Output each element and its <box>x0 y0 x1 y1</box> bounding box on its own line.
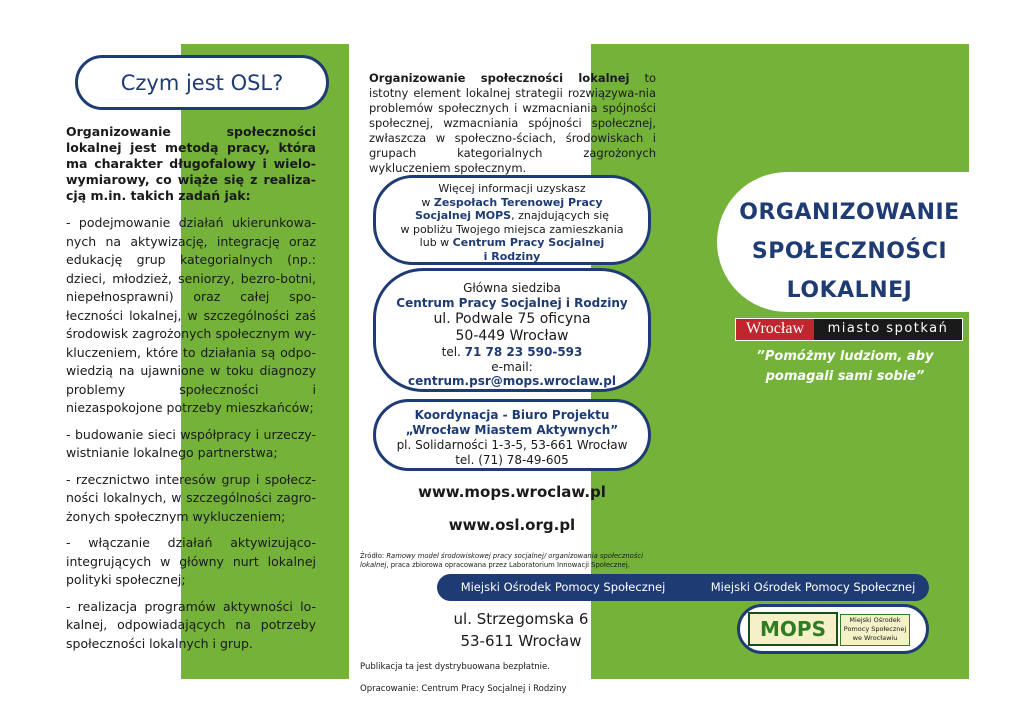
source-rest: , praca zbiorowa opracowana przez Laboratorium Innowacji Społecznej. <box>386 561 630 569</box>
url-osl-link[interactable]: www.osl.org.pl <box>448 516 576 534</box>
list-item: - realizacja programów aktywności lo-kalnej, odpowiadających na potrzeby społeczności lokalnych i grup. <box>66 598 316 651</box>
address-city: 53-611 Wrocław <box>460 632 582 650</box>
mops-caption-line: Pomocy Społecznej <box>843 625 907 633</box>
credits-note: Opracowanie: Centrum Pracy Socjalnej i Rodziny <box>360 684 567 694</box>
coord-phone: tel. (71) 78-49-605 <box>455 453 569 467</box>
wroclaw-logo-city: Wrocław <box>736 319 814 340</box>
motto-line: pomagali sami sobie” <box>765 369 925 384</box>
info-line <box>376 209 648 223</box>
hq-email-label: e-mail: <box>491 360 533 374</box>
mops-logo <box>748 612 838 646</box>
motto <box>720 347 970 387</box>
address-street: ul. Strzegomska 6 <box>453 610 589 628</box>
info-line: i Rodziny <box>483 249 541 263</box>
hq-phone <box>376 345 648 360</box>
wroclaw-logo <box>735 318 963 341</box>
coord-title: Koordynacja - Biuro Projektu <box>414 408 610 422</box>
info-text: , znajdujących się <box>511 209 610 222</box>
hq-label: Główna siedziba <box>463 281 561 295</box>
middle-intro <box>369 71 656 176</box>
title-line: SPOŁECZNOŚCI <box>751 239 948 264</box>
left-title: Czym jest OSL? <box>120 71 284 95</box>
mops-logo-text: MOPS <box>760 617 826 641</box>
motto-line: ”Pomóżmy ludziom, aby <box>756 349 934 364</box>
wroclaw-logo-slogan: miasto spotkań <box>814 319 962 340</box>
coordination-box <box>373 399 651 471</box>
hq-phone-number: 71 78 23 590-593 <box>464 345 583 359</box>
hq-email-link[interactable]: centrum.psr@mops.wroclaw.pl <box>408 374 616 388</box>
mops-logo-caption <box>840 614 910 646</box>
info-text: w <box>421 195 434 209</box>
source-title: Ramowy model środowiskowej pracy socjalnej/ organizowania społeczności lokalnej <box>360 552 643 569</box>
headquarters-box <box>373 268 651 392</box>
info-line <box>376 196 648 210</box>
coord-address: pl. Solidarności 1-3-5, 53-661 Wrocław <box>396 438 628 452</box>
brochure-title <box>717 193 982 310</box>
hq-name: Centrum Pracy Socjalnej i Rodziny <box>396 296 628 310</box>
info-highlight: Socjalnej MOPS <box>414 209 512 222</box>
left-intro-text: Organizowanie społeczności lokalnej jest metodą pracy, która ma charakter długofalowy i wielo-wymiarowy, co wiąże się z realiza-cją m.in. takich zadań jak: <box>66 124 316 203</box>
info-box <box>373 175 651 265</box>
title-pill <box>75 55 329 110</box>
coord-project: „Wrocław Miastem Aktywnych” <box>405 423 619 437</box>
info-highlight: Zespołach Terenowej Pracy <box>433 195 603 209</box>
middle-intro-rest: to istotny element lokalnej strategii rozwiązywa-nia problemów społecznych i wzmacniania spójności społecznej, wzmacniania spójności społecznej, zwłaszcza w społeczno-ściach, środowiskach i grupach kategorialnych zagrożonych wykluczeniem społecznym. <box>369 71 656 175</box>
info-line: Więcej informacji uzyskasz <box>438 182 586 195</box>
info-highlight: Centrum Pracy Socjalnej <box>452 236 605 249</box>
source-note <box>360 552 660 570</box>
mops-caption-line: Miejski Ośrodek <box>849 616 901 624</box>
mops-caption-line: we Wrocławiu <box>852 634 898 642</box>
bar-label-middle: Miejski Ośrodek Pomocy Społecznej <box>460 580 666 594</box>
left-intro <box>66 124 316 204</box>
title-line: LOKALNEJ <box>786 278 913 303</box>
free-distribution-note: Publikacja ta jest dystrybuowana bezpłatnie. <box>360 662 550 672</box>
hq-street: ul. Podwale 75 oficyna <box>433 311 591 327</box>
info-line: w pobliżu Twojego miejsca zamieszkania <box>400 222 624 236</box>
hq-city: 50-449 Wrocław <box>455 328 569 344</box>
list-item: - podejmowanie działań ukierunkowa-nych na aktywizację, integrację oraz edukację grup kategorialnych (np.: dzieci, młodzież, seniorzy, bezro-botni, niepełnosprawni) oraz całej spo-łeczności lokalnej, w szczególności zaś środowisk zagrożonych społecznym wy-kluczeniem, które to działania są odpo-wiedzią na ujawnione w toku diagnozy problemy społeczności i niezaspokojone potrzeby mieszkańców; <box>66 215 316 415</box>
source-label: Źródło: <box>360 552 387 560</box>
middle-intro-bold: Organizowanie społeczności lokalnej <box>369 71 630 85</box>
info-text: lub w <box>419 236 453 249</box>
info-line <box>376 236 648 250</box>
title-line: ORGANIZOWANIE <box>739 200 960 225</box>
bar-label-right: Miejski Ośrodek Pomocy Społecznej <box>710 580 916 594</box>
list-item: - budowanie sieci współpracy i urzeczy-wistnianie lokalnego partnerstwa; <box>66 426 316 460</box>
list-item: - rzecznictwo interesów grup i społecz-ności lokalnych, w szczególności zagro-żonych społecznym wykluczeniem; <box>66 471 316 524</box>
left-task-list <box>66 214 316 653</box>
hq-phone-label: tel. <box>441 345 465 359</box>
list-item: - włączanie działań aktywizująco-integrujących w główny nurt lokalnej polityki społecznej; <box>66 535 316 587</box>
url-mops-link[interactable]: www.mops.wroclaw.pl <box>418 483 606 501</box>
